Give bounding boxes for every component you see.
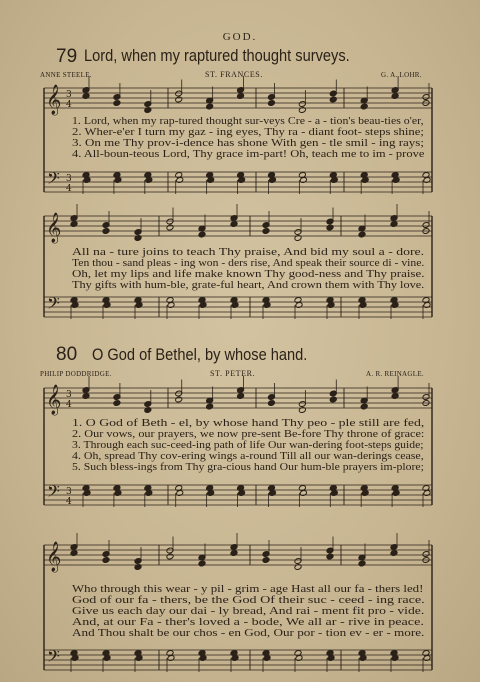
- note-head: [237, 393, 245, 400]
- note-head: [358, 231, 366, 238]
- lyric-line: 3. On me Thy prov-i-dence has shone With gen - tle smil - ing rays;: [72, 138, 424, 149]
- note-head: [294, 235, 302, 242]
- note-head: [360, 103, 368, 110]
- note-head: [268, 400, 276, 407]
- author-credit: ANNE STEELE.: [40, 71, 92, 79]
- lyric-line: Ten thou - sand pleas - ing won - ders rise, And speak their source di - vine.: [72, 258, 425, 269]
- note-head: [390, 550, 398, 557]
- note-head: [166, 553, 174, 560]
- svg-text:4: 4: [66, 400, 72, 410]
- hymn-number: 79: [56, 46, 78, 67]
- note-head: [144, 107, 152, 114]
- note-head: [113, 100, 121, 107]
- note-head: [237, 93, 245, 100]
- note-head: [262, 557, 270, 564]
- svg-text:𝄞: 𝄞: [46, 85, 62, 115]
- note-head: [298, 107, 306, 114]
- note-head: [391, 393, 399, 400]
- lyric-line: 4. Oh, spread Thy cov-ering wings a-round Till all our wan-derings cease,: [72, 451, 424, 462]
- note-head: [206, 103, 214, 110]
- note-head: [326, 224, 334, 231]
- note-head: [113, 400, 121, 407]
- note-head: [134, 235, 142, 242]
- lyric-line: 2. Our vows, our prayers, we now pre-sent Be-fore Thy throne of grace:: [72, 429, 425, 440]
- note-head: [175, 96, 183, 103]
- note-head: [102, 557, 110, 564]
- note-head: [262, 228, 270, 235]
- lyric-line: Give us each day our dai - ly bread, And rai - ment fit pro - vide.: [72, 606, 425, 617]
- note-head: [144, 407, 152, 414]
- svg-text:𝄢: 𝄢: [47, 293, 60, 317]
- composer-credit: G. A. LOHR.: [381, 71, 422, 79]
- note-head: [230, 221, 238, 228]
- lyric-line: Who through this wear - y pil - grim - age Hast all our fa - thers led!: [72, 584, 424, 595]
- lyric-line: 1. O God of Beth - el, by whose hand Thy peo - ple still are fed,: [72, 418, 425, 429]
- note-head: [329, 96, 337, 103]
- note-head: [206, 403, 214, 410]
- lyric-line: 5. Such bless-ings from Thy gra-cious hand Our hum-ble prayers im-plore;: [72, 462, 424, 473]
- note-head: [70, 221, 78, 228]
- lyric-line: And, at our Fa - ther's loved a - bode, We all ar - rive in peace.: [72, 617, 424, 628]
- svg-text:𝄞: 𝄞: [46, 542, 62, 572]
- composer-credit: A. R. REINAGLE.: [366, 370, 424, 378]
- note-head: [175, 396, 183, 403]
- lyric-line: Oh, let my lips and life make known Thy good-ness and Thy praise.: [72, 269, 425, 280]
- note-head: [326, 553, 334, 560]
- svg-text:𝄞: 𝄞: [46, 385, 62, 415]
- note-head: [391, 93, 399, 100]
- note-head: [268, 100, 276, 107]
- note-head: [230, 550, 238, 557]
- author-credit: PHILIP DODDRIDGE.: [40, 370, 112, 378]
- note-head: [360, 403, 368, 410]
- hymn-number: 80: [56, 344, 78, 365]
- lyric-line: God of our fa - thers, be the God Of their suc - ceed - ing race.: [72, 595, 425, 606]
- hymn-title: O God of Bethel, by whose hand.: [92, 345, 308, 364]
- tune-name: ST. FRANCES.: [205, 70, 263, 79]
- svg-text:𝄢: 𝄢: [47, 481, 60, 505]
- lyric-line: 4. All-boun-teous Lord, Thy grace im-part! Oh, teach me to im - prove: [72, 149, 425, 160]
- note-head: [198, 560, 206, 567]
- note-head: [82, 393, 90, 400]
- lyric-line: All na - ture joins to teach Thy praise, And bid my soul a - dore.: [72, 247, 425, 258]
- note-head: [166, 224, 174, 231]
- tune-name: ST. PETER.: [210, 369, 256, 378]
- svg-text:4: 4: [66, 497, 72, 507]
- note-head: [70, 550, 78, 557]
- running-head: GOD.: [222, 31, 258, 43]
- note-head: [82, 93, 90, 100]
- note-head: [198, 231, 206, 238]
- svg-text:4: 4: [66, 100, 72, 110]
- lyric-line: Thy gifts with hum-ble, grate-ful heart, And crown them with Thy love.: [72, 280, 425, 291]
- note-head: [102, 228, 110, 235]
- lyric-line: 1. Lord, when my rap-tured thought sur-veys Cre - a - tion's beau-ties o'er,: [72, 116, 424, 127]
- svg-text:3: 3: [66, 487, 72, 497]
- svg-text:𝄞: 𝄞: [46, 213, 62, 243]
- note-head: [298, 407, 306, 414]
- svg-text:4: 4: [66, 184, 72, 194]
- lyric-line: And Thou shalt be our chos - en God, Our por - tion ev - er - more.: [72, 628, 425, 639]
- note-head: [294, 564, 302, 571]
- lyric-line: 2. Wher-e'er I turn my gaz - ing eyes, Thy ra - diant foot- steps shine;: [72, 127, 424, 138]
- svg-text:3: 3: [66, 174, 72, 184]
- note-head: [134, 564, 142, 571]
- note-head: [358, 560, 366, 567]
- note-head: [390, 221, 398, 228]
- svg-text:𝄢: 𝄢: [47, 646, 60, 670]
- svg-text:3: 3: [66, 390, 72, 400]
- svg-text:𝄢: 𝄢: [47, 168, 60, 192]
- hymn-title: Lord, when my raptured thought surveys.: [84, 46, 350, 65]
- svg-text:3: 3: [66, 90, 72, 100]
- note-head: [329, 396, 337, 403]
- lyric-line: 3. Through each suc-ceed-ing path of life Our wan-dering foot-steps guide;: [72, 440, 424, 451]
